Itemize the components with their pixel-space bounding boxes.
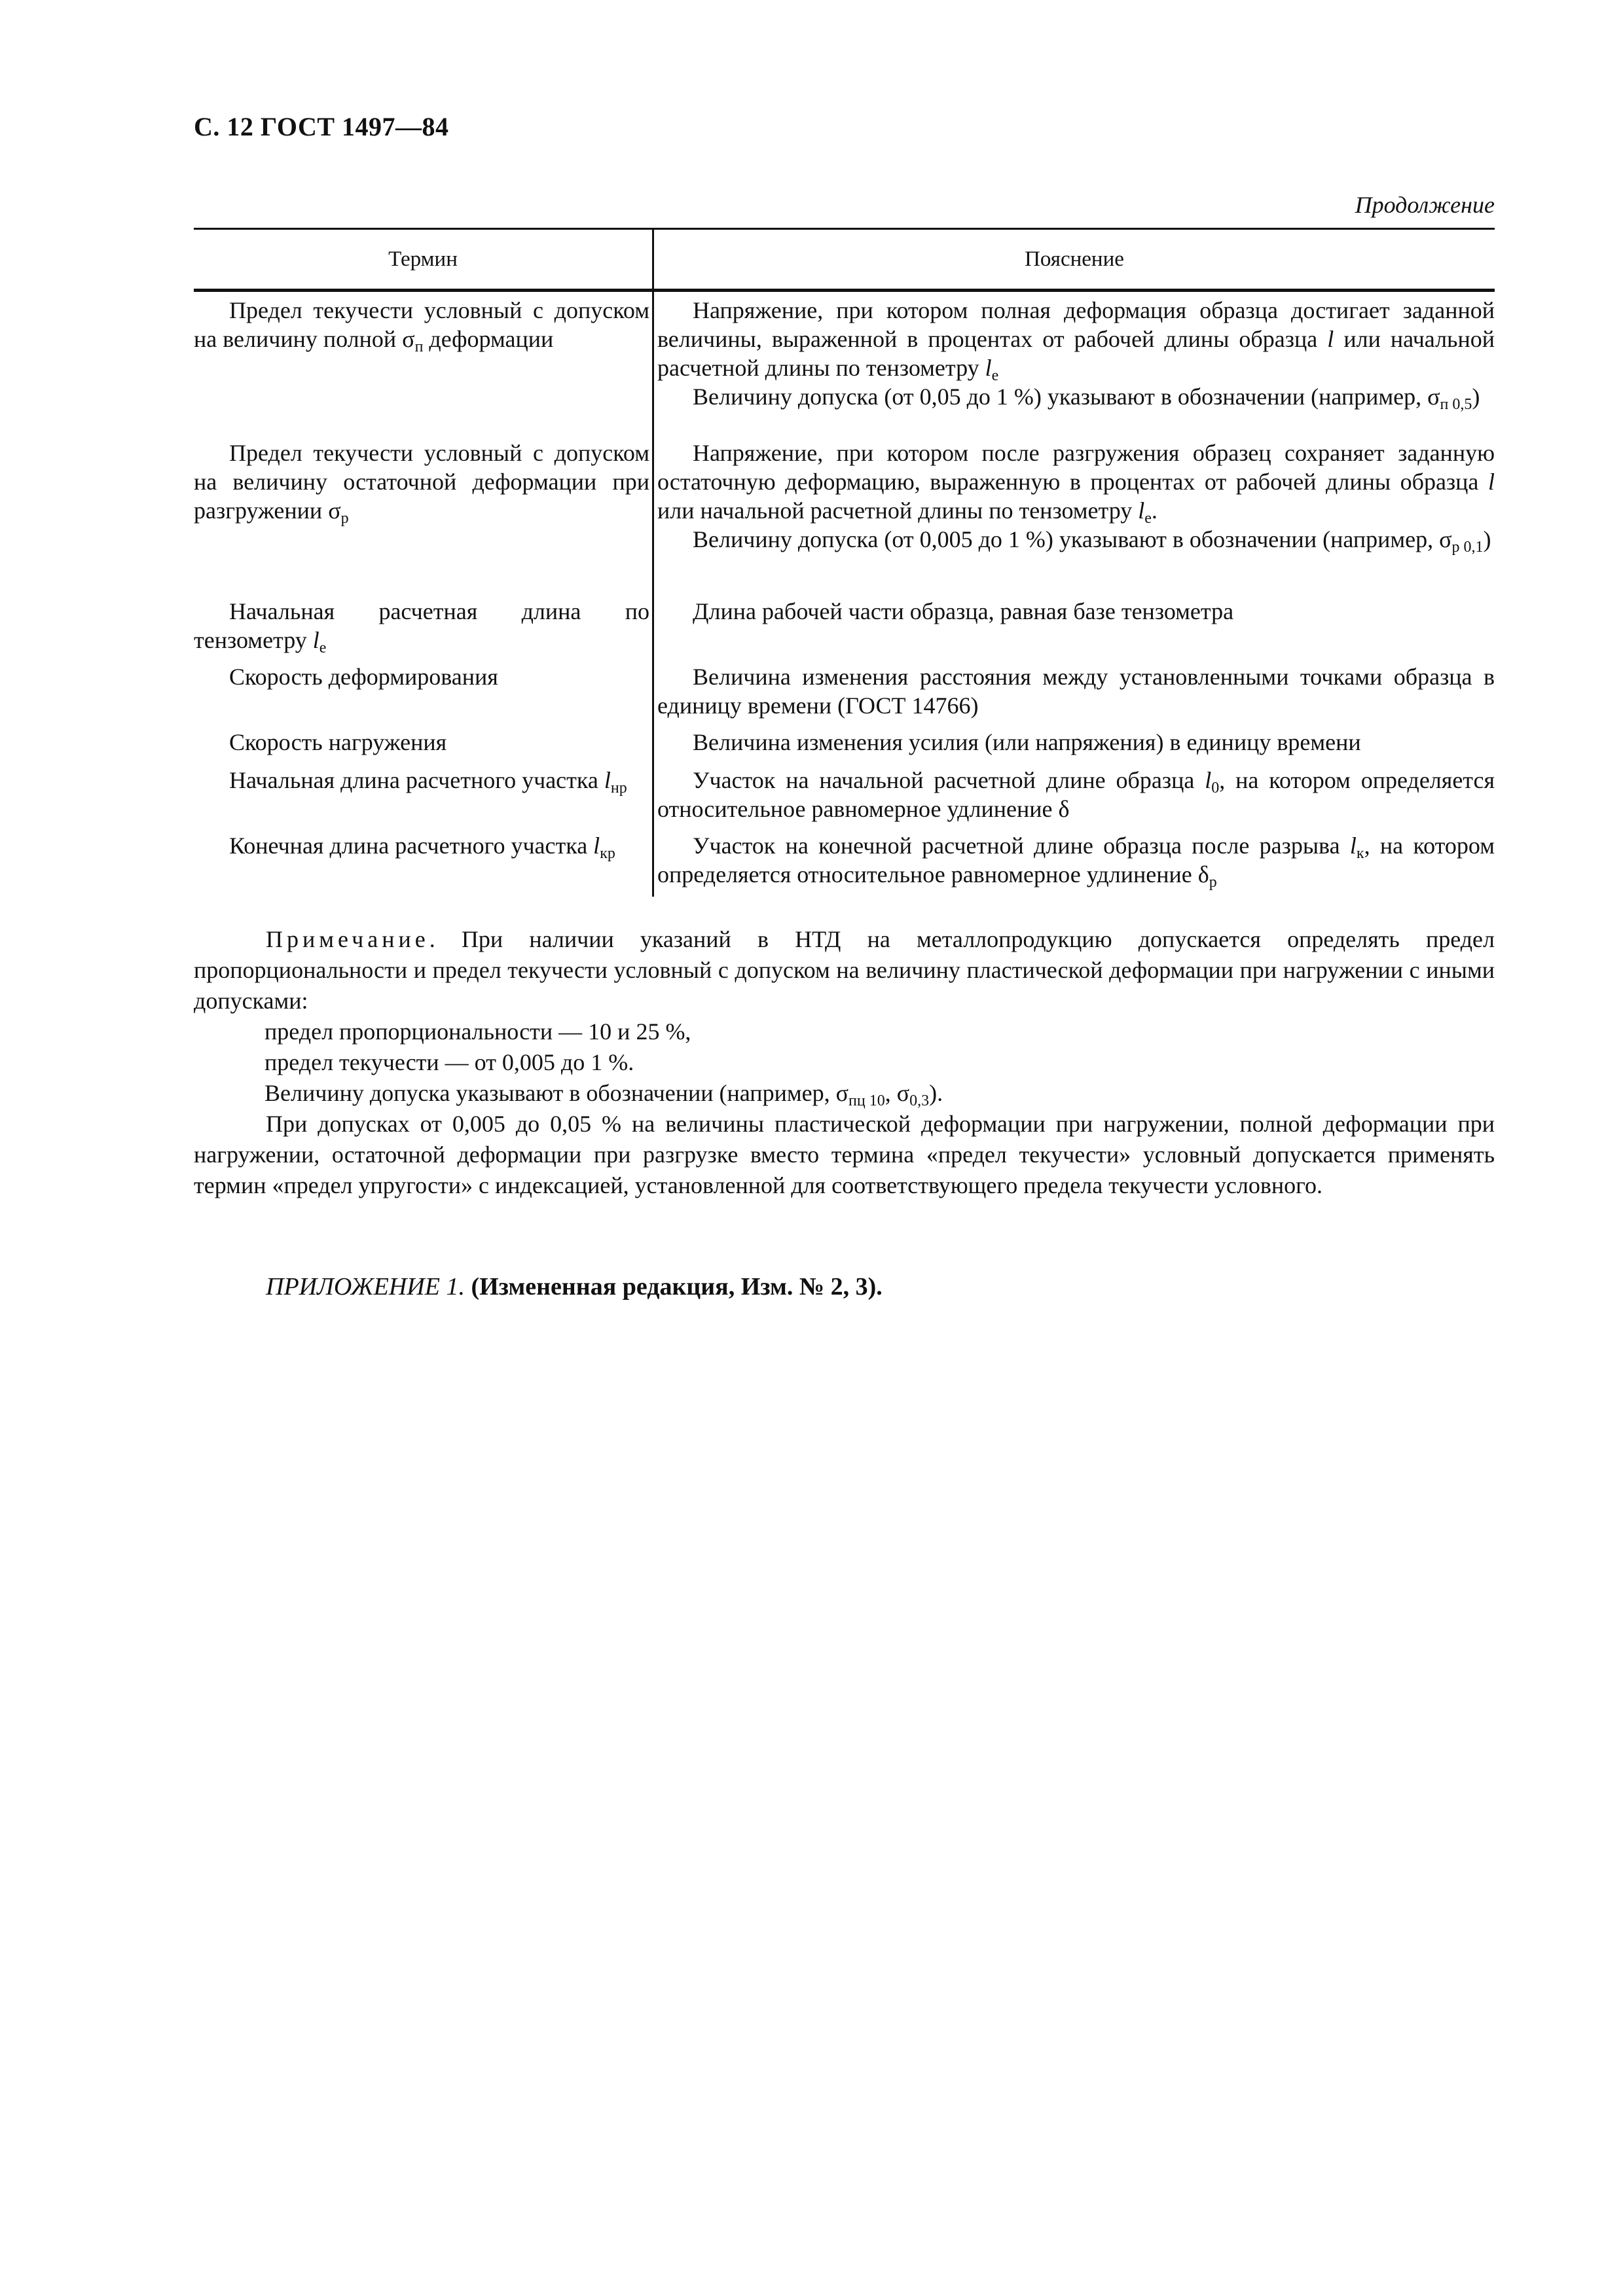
note-paragraph: При допусках от 0,005 до 0,05 % на величины пластической деформации при нагружении, полной деформации при нагружении, остаточной деформации при разгрузке вместо термина «предел текучести» условный допускается применять термин «предел упругости» с индексацией, установленной для соответствующего предела текучести условного. xyxy=(194,1111,1495,1198)
column-header-term: Термин xyxy=(194,230,654,289)
term-cell: Предел текучести условный с допуском на величину остаточной деформации при разгружении $\sigma_р$ xyxy=(194,440,649,527)
table-row xyxy=(194,831,1495,897)
table-row xyxy=(194,662,1495,728)
revision-note: (Измененная редакция, Изм. № 2, 3). xyxy=(464,1273,883,1300)
continuation-label: Продолжение xyxy=(1355,192,1495,218)
note-line: Величину допуска указывают в обозначении (например, $\sigma_{пц 10}$, $\sigma_{0,3}$). xyxy=(264,1080,943,1109)
explanation-cell: Участок на конечной расчетной длине образца после разрыва $l_к$, на котором определяется относительное равномерное удлинение $\delta_р$ xyxy=(657,833,1495,891)
table-body xyxy=(194,292,1495,897)
term-cell: Начальная расчетная длина по тензометру $l_e$ xyxy=(194,598,649,656)
note-line: предел текучести — от 0,005 до 1 %. xyxy=(264,1049,634,1075)
page-header: С. 12 ГОСТ 1497—84 xyxy=(194,112,449,141)
note-line: предел пропорциональности — 10 и 25 %, xyxy=(264,1018,691,1045)
note-label: Примечание xyxy=(266,926,429,952)
table-row xyxy=(194,728,1495,766)
terms-table xyxy=(194,228,1495,897)
appendix-reference xyxy=(266,1272,883,1301)
explanation-cell: Длина рабочей части образца, равная базе тензометра xyxy=(693,598,1234,624)
table-row xyxy=(194,439,1495,597)
column-header-explanation: Пояснение xyxy=(1025,247,1124,271)
term-cell: Скорость деформирования xyxy=(229,664,498,690)
explanation-cell: Напряжение, при котором после разгружения образец сохраняет заданную остаточную деформацию, выраженную в процентах от рабочей длины образца l или начальной расчетной длины по тензометру $l_e$. Величину допуска (от 0,005 до 1 %) указывают в обозначении (например, $\sigma_{р 0,1}$) xyxy=(657,440,1495,556)
table-row xyxy=(194,597,1495,662)
explanation-cell: Участок на начальной расчетной длине образца $l_0$, на котором определяется относительное равномерное удлинение δ xyxy=(657,767,1495,822)
explanation-cell: Величина изменения усилия (или напряжения) в единицу времени xyxy=(693,729,1361,755)
table-row xyxy=(194,292,1495,439)
appendix-label: ПРИЛОЖЕНИЕ 1. xyxy=(266,1273,465,1300)
term-cell: Скорость нагружения xyxy=(229,729,447,755)
explanation-cell: Величина изменения расстояния между установленными точками образца в единицу времени (ГОСТ 14766) xyxy=(657,664,1495,719)
term-cell: Начальная длина расчетного участка $l_{нр}$ xyxy=(229,767,627,797)
note-section xyxy=(194,924,1495,1201)
note-paragraph: Примечание. При наличии указаний в НТД на металлопродукцию допускается определять предел пропорциональности и предел текучести условный с допуском на величину пластической деформации при нагружении с иными допусками: xyxy=(194,926,1495,1014)
term-cell: Предел текучести условный с допуском на величину полной $\sigma_п$ деформации xyxy=(194,297,649,355)
table-header xyxy=(194,228,1495,292)
table-row xyxy=(194,766,1495,831)
explanation-cell: Напряжение, при котором полная деформация образца достигает заданной величины, выраженной в процентах от рабочей длины образца l или начальной расчетной длины по тензометру $l_e$ Величину допуска (от 0,05 до 1 %) указывают в обозначении (например, $\sigma_{п 0,5}$) xyxy=(657,297,1495,413)
term-cell: Конечная длина расчетного участка $l_{кр}$ xyxy=(229,833,615,862)
